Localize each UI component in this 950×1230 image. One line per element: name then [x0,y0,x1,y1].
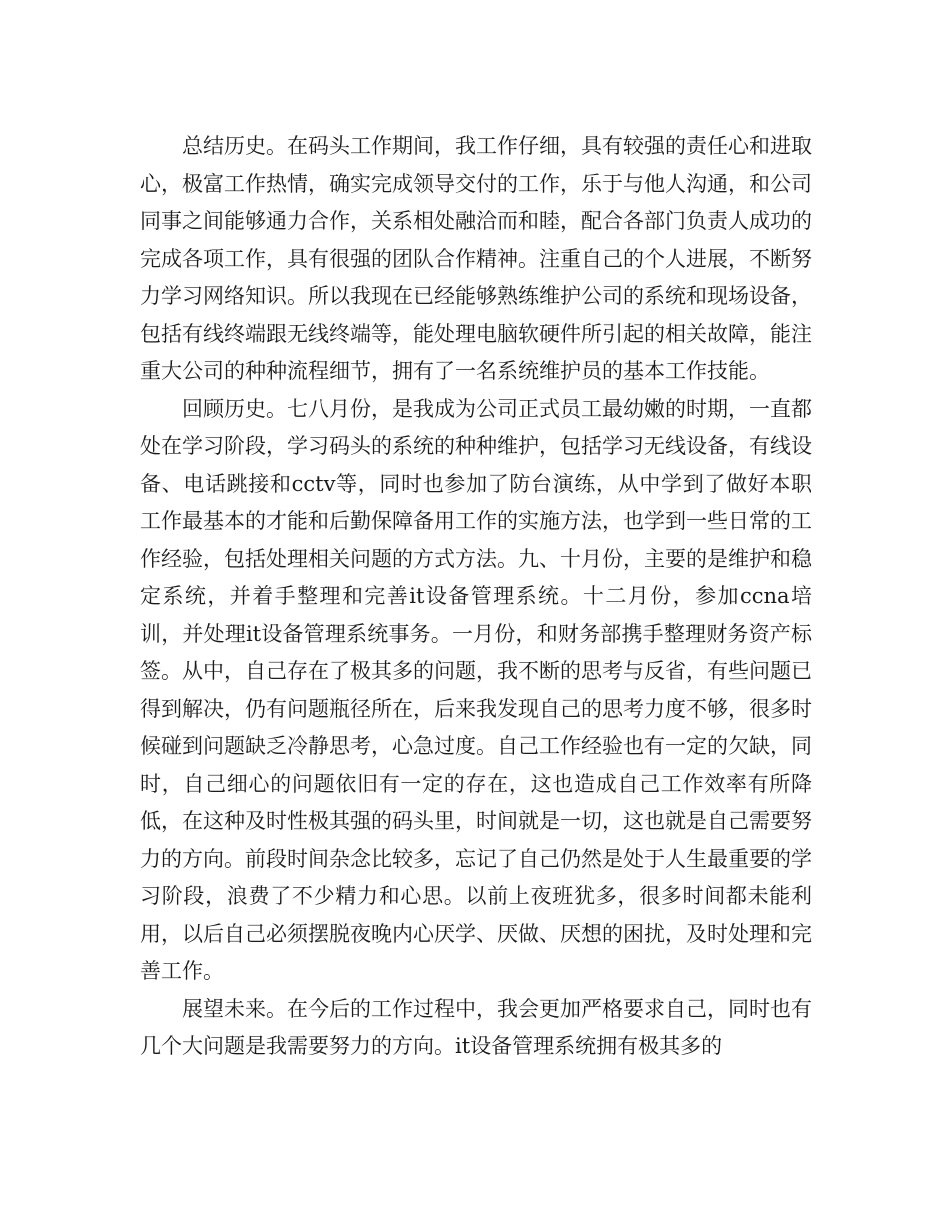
document-body [140,128,812,1066]
paragraph-review: 回顾历史。七八月份，是我成为公司正式员工最幼嫩的时期，一直都处在学习阶段，学习码头的系统的种种维护，包括学习无线设备，有线设备、电话跳接和cctv等，同时也参加了防台演练，从中学到了做好本职工作最基本的才能和后勤保障备用工作的实施方法，也学到一些日常的工作经验，包括处理相关问题的方式方法。九、十月份，主要的是维护和稳定系统，并着手整理和完善it设备管理系统。十二月份，参加ccna培训，并处理it设备管理系统事务。一月份，和财务部携手整理财务资产标签。从中，自己存在了极其多的问题，我不断的思考与反省，有些问题已得到解决，仍有问题瓶径所在，后来我发现自己的思考力度不够，很多时候碰到问题缺乏冷静思考，心急过度。自己工作经验也有一定的欠缺，同时，自己细心的问题依旧有一定的存在，这也造成自己工作效率有所降低，在这种及时性极其强的码头里，时间就是一切，这也就是自己需要努力的方向。前段时间杂念比较多，忘记了自己仍然是处于人生最重要的学习阶段，浪费了不少精力和心思。以前上夜班犹多，很多时间都未能利用，以后自己必须摆脱夜晚内心厌学、厌做、厌想的困扰，及时处理和完善工作。 [140,396,812,983]
paragraph-summary: 总结历史。在码头工作期间，我工作仔细，具有较强的责任心和进取心，极富工作热情，确实完成领导交付的工作，乐于与他人沟通，和公司同事之间能够通力合作，关系相处融洽而和睦，配合各部门负责人成功的完成各项工作，具有很强的团队合作精神。注重自己的个人进展，不断努力学习网络知识。所以我现在已经能够熟练维护公司的系统和现场设备，包括有线终端跟无线终端等，能处理电脑软硬件所引起的相关故障，能注重大公司的种种流程细节，拥有了一名系统维护员的基本工作技能。 [140,134,812,383]
paragraph-outlook: 展望未来。在今后的工作过程中，我会更加严格要求自己，同时也有几个大问题是我需要努力的方向。it设备管理系统拥有极其多的 [140,996,812,1058]
